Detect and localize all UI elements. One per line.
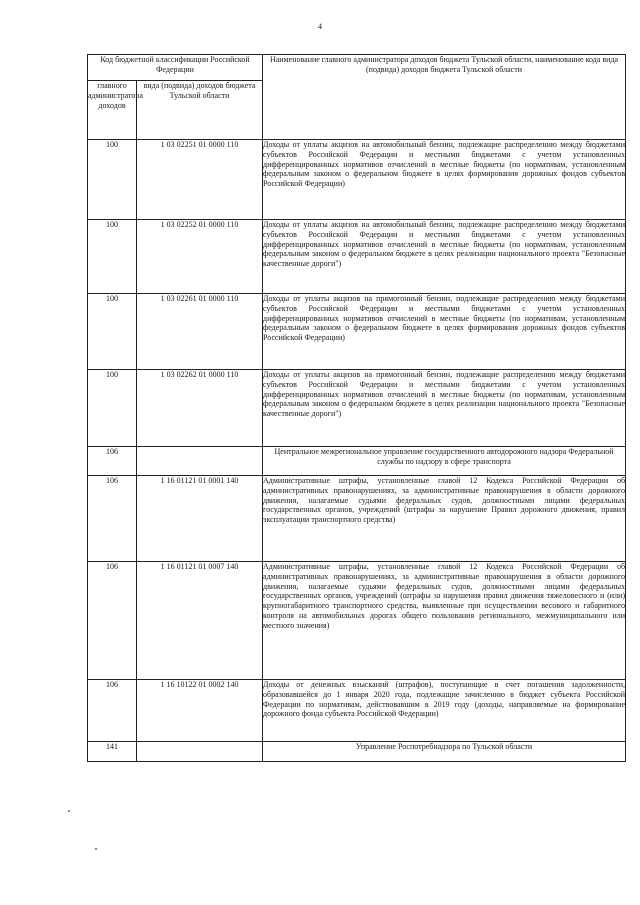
header-admin-column: главного администратора доходов [88,81,137,140]
revenue-name-cell: Доходы от денежных взысканий (штрафов), поступающие в счет погашения задолженности, образовавшейся до 1 января 2020 года, подлежащие зачислению в бюджет субъекта Российской Федерации по нормативам, действовавшим в 2019 году (доходы, направляемые на формирование дорожного фонда субъекта Российской Федерации) [263,680,626,742]
revenue-name-cell: Административные штрафы, установленные главой 12 Кодекса Российской Федерации об административных правонарушениях, за административные правонарушения в области дорожного движения, налагаемые судьями федеральных судов, должностными лицами федеральных государственных органов, учреждений (штрафы за нарушения правил движения тяжеловесного и (или) крупногабаритного транспортного средства, выявленные при осуществлении весового и габаритного контроля на автомобильных дорогах общего пользования регионального, межмуниципального или местного значения) [263,562,626,680]
table-row [88,370,626,447]
admin-code-cell: 100 [88,220,137,294]
scan-speck [68,810,70,812]
admin-code-cell: 106 [88,447,137,476]
revenue-name-cell: Доходы от уплаты акцизов на автомобильный бензин, подлежащие распределению между бюджетами субъектов Российской Федерации и местными бюджетами с учетом установленных дифференцированных нормативов отчислений в местные бюджеты (по нормативам, установленным федеральным законом о федеральном бюджете в целях реализации национального проекта "Безопасные качественные дороги") [263,220,626,294]
revenue-code-cell: 1 16 01121 01 0001 140 [137,476,263,562]
admin-code-cell: 141 [88,742,137,762]
revenue-code-cell [137,447,263,476]
revenue-code-cell: 1 03 02261 01 0000 110 [137,294,263,370]
page-number: 4 [318,22,322,31]
revenue-name-cell: Доходы от уплаты акцизов на автомобильный бензин, подлежащие распределению между бюджетами субъектов Российской Федерации и местными бюджетами с учетом установленных дифференцированных нормативов отчислений в местные бюджеты (по нормативам, установленным федеральным законом о федеральном бюджете в целях формирования дорожных фондов субъектов Российской Федерации) [263,140,626,220]
revenue-name-cell: Доходы от уплаты акцизов на прямогонный бензин, подлежащие распределению между бюджетами субъектов Российской Федерации и местными бюджетами с учетом установленных дифференцированных нормативов отчислений в местные бюджеты (по нормативам, установленным федеральным законом о федеральном бюджете в целях формирования дорожных фондов субъектов Российской Федерации) [263,294,626,370]
header-code-column: вида (подвида) доходов бюджета Тульской области [137,81,263,140]
table-row [88,562,626,680]
table-row [88,742,626,762]
table-row [88,447,626,476]
revenue-name-cell: Административные штрафы, установленные главой 12 Кодекса Российской Федерации об административных правонарушениях, за административные правонарушения в области дорожного движения, налагаемые судьями федеральных судов, должностными лицами федеральных государственных органов, учреждений (штрафы за нарушение Правил дорожного движения, правил эксплуатации транспортного средства) [263,476,626,562]
header-code-group: Код бюджетной классификации Российской Федерации [88,55,263,81]
revenue-code-cell: 1 03 02252 01 0000 110 [137,220,263,294]
revenue-code-cell: 1 03 02251 01 0000 110 [137,140,263,220]
revenue-code-cell: 1 16 10122 01 0002 140 [137,680,263,742]
revenue-code-cell [137,742,263,762]
admin-code-cell: 100 [88,140,137,220]
table-row [88,220,626,294]
admin-code-cell: 100 [88,370,137,447]
table-row [88,294,626,370]
table-row [88,140,626,220]
administrator-name-cell: Центральное межрегиональное управление государственного автодорожного надзора Федеральной службы по надзору в сфере транспорта [263,447,626,476]
revenue-classification-table [87,54,626,762]
administrator-name-cell: Управление Роспотребнадзора по Тульской области [263,742,626,762]
revenue-code-cell: 1 16 01121 01 0007 140 [137,562,263,680]
header-name-column: Наименование главного администратора доходов бюджета Тульской области, наименование кода вида (подвида) доходов бюджета Тульской области [263,55,626,140]
revenue-name-cell: Доходы от уплаты акцизов на прямогонный бензин, подлежащие распределению между бюджетами субъектов Российской Федерации и местными бюджетами с учетом установленных дифференцированных нормативов отчислений в местные бюджеты (по нормативам, установленным федеральным законом о федеральном бюджете в целях реализации национального проекта "Безопасные качественные дороги") [263,370,626,447]
revenue-code-cell: 1 03 02262 01 0000 110 [137,370,263,447]
admin-code-cell: 106 [88,680,137,742]
admin-code-cell: 106 [88,476,137,562]
table-header-row [88,55,626,81]
scan-speck [95,848,97,850]
table-row [88,680,626,742]
admin-code-cell: 100 [88,294,137,370]
admin-code-cell: 106 [88,562,137,680]
table-row [88,476,626,562]
